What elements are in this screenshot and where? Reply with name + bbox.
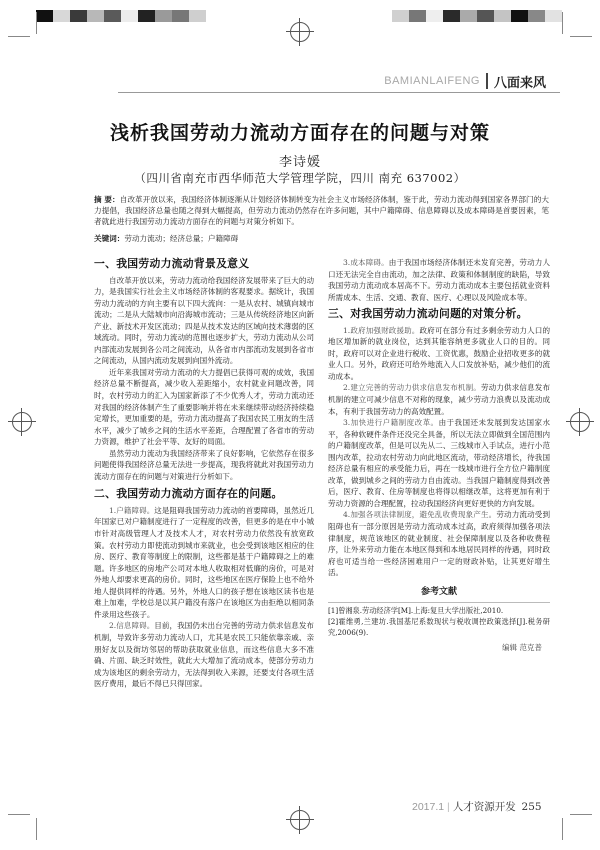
author-affiliation: （四川省南充市西华师范大学管理学院，四川 南充 637002） [134,171,466,185]
paragraph-lead: 1.户籍障碍。 [109,505,155,515]
keywords-text: 劳动力流动；经济总量；户籍障碍 [124,234,239,243]
paragraph: 自改革开放以来，劳动力流动给我国经济发展带来了巨大的动力，是我国实行社会主义市场经济体制的客观要求。据统计，我国劳动力流动的方向主要有以下四大流向：一是从农村、城镇向城市流动；二是从大陆城市向沿海城市流动；三是从传统经济地区向新产业、新技术开发区流动；四是从技术发达的区域向技术薄弱的区域流动。同时，劳动力流动的范围也逐步扩大，劳动力流动从公司内部流动发展到各公司之间流动，从各省市内部流动发展到各省市之间流动，从国内流动发展到向国外流动。 [94,275,314,366]
paragraph [328,325,550,383]
reference-item: [2]霍维勇,兰建坊.我国基尼系数现状与税收调控政策选择[J].税务研究,2006(9). [328,617,550,638]
paragraph [328,417,550,509]
paragraph [94,505,314,620]
registration-mark-top [290,22,310,42]
paragraph-text: 由于我国市场经济体制还未发育完善，劳动力人口还无法完全自由流动，加之法律、政策和体制制度的缺陷，导致我国劳动力流动成本居高不下。劳动力流动成本主要包括就业资料所需成本、生活、交通、教育、医疗、心理以及风险成本等。 [328,258,550,302]
crop-mark [570,814,592,815]
section-heading: 三、对我国劳动力流动问题的对策分析。 [328,307,528,321]
registration-mark-left [12,412,32,432]
paragraph-lead: 1.政府加强财政援助。 [343,325,420,335]
registration-mark-bottom [290,810,310,830]
section-name-english: BAMIANLAIFENG [384,75,480,87]
color-calibration-bar-right [392,10,562,22]
paragraph-lead: 2.信息障碍。 [109,621,155,631]
issue-number: 2017.1 [412,801,445,813]
paragraph [328,257,550,303]
page-footer: 2017.1 | 人才资源开发 255 [412,801,542,813]
journal-name: 人才资源开发 [452,801,516,813]
paragraph [328,382,550,417]
paragraph: 虽然劳动力流动为我国经济带来了良好影响，它依然存在很多问题使得我国经济总量无法进一步提高，现我将就此对我国劳动力流动方面存在的问题与对策进行分析如下。 [94,448,314,481]
crop-mark [562,818,563,840]
color-calibration-bar-left [36,10,206,22]
crop-mark [36,818,37,840]
paragraph-lead: 4.加强各项法律制度，避免乱收费现象产生。 [343,510,497,520]
section-name-chinese: 八面来风 [494,76,547,91]
paragraph-text: 政府可在部分有过多剩余劳动力人口的地区增加新的就业岗位，达到其能容纳更多就业人口的目的。同时，政府可以对企业进行税收、工资优惠，鼓励企业招收更多的就业人口。另外，政府还可给外地流入人口发放补贴，减少他们的流动成本。 [328,325,550,381]
crop-mark [562,12,563,34]
body-column-left [94,258,314,690]
section-heading: 二、我国劳动力流动方面存在的问题。 [94,487,283,501]
paragraph-lead: 2.建立完善的劳动力供求信息发布机制。 [343,383,481,393]
crop-mark [36,12,37,34]
references-title: 参考文献 [420,586,457,597]
keywords [94,233,549,244]
article-title: 浅析我国劳动力流动方面存在的问题与对策 [109,122,490,144]
keywords-label: 关键词： [94,234,125,243]
article-author: 李诗媛 [278,155,321,170]
abstract-text: 自改革开放以来，我国经济体制逐渐从计划经济体制转变为社会主义市场经济体制，鉴于此，劳动力流动得到国家各界部门的大力提倡，我国经济总量也随之得到大幅提高，但劳动力流动仍然存在许多问题，其中户籍障碍、信息障碍以及成本障碍是首要因素，笔者就此进行我国劳动力流动方面存在的问题与对策分析如下。 [94,195,549,226]
references-rule [328,602,550,603]
abstract [94,194,549,227]
editor-credit: 编辑 范克普 [502,643,542,653]
paragraph: 近年来我国对劳动力流动的大力提倡已获得可观的成效，我国经济总量不断提高，减少收入差距缩小，农村就业问题改善，同时，农村劳动力的汇入为国家新添了不少优秀人才，劳动力流动还对我国的经济体制产生了重要影响并将在未来继续带动经济持续稳定增长，更加重要的是，劳动力流动提高了我国农民工朋友的生活水平，减少了城乡之间的生活水平差距，合理配置了各省市的劳动力资源，维护了社会平等、友好的局面。 [94,367,314,447]
header-rule [118,92,560,93]
paragraph-text: 这是阻碍我国劳动力流动的首要障碍，虽然近几年国家已对户籍制度进行了一定程度的改善，但更多的是在中小城市针对高级管理人才及技术人才，对农村劳动力依然没有放宽政策。农村劳动力即使流动到城市来就业，也会受到该地区相应的住房、医疗、教育等制度上的限制，这些都是基于户籍障碍之上的难题。许多地区的房地产公司对本地人收取相对低廉的房价，可是对外地人却要求更高的房价。同时，这些地区在医疗保险上也不给外地人提供同样的待遇。另外，外地人口的孩子想在该地区读书也是难上加难，学校总是以其户籍没有落户在该地区为由拒绝以相同条件录用这些孩子。 [94,505,314,619]
paragraph [94,620,314,689]
reference-item: [1]曾湘泉.劳动经济学[M].上海:复旦大学出版社,2010. [328,606,504,616]
paragraph-text: 目前，我国仍未出台完善的劳动力供求信息发布机制，导致许多劳动力流动人口，尤其是农民工只能依靠亲戚、亲朋好友以及街坊邻居的帮助获取就业信息，而这些信息大多不准确、片面、缺乏时效性，就此大大增加了流动成本，使部分劳动力成为该地区的剩余劳动力，无法得到收入来源，还要支付各项生活医疗费用，最后不得已只得回家。 [94,621,314,689]
header-divider [486,73,488,89]
crop-mark [8,36,30,37]
paragraph-text: 劳动力供求信息发布机制的建立可减少信息不对称的现象，减少劳动力浪费以及流动成本，有利于我国劳动力的高效配置。 [328,383,550,416]
registration-mark-right [570,412,590,432]
crop-mark [8,814,30,815]
paragraph-text: 由于我国还未发展到发达国家水平，各种软硬件条件还没完全具备，所以无法立即做到全国范围内的户籍制度改革，但是可以先从二、三线城市入手试点，进行小范围内改革，拉动农村劳动力向此地区流动，带动经济增长，待我国经济总量有相应的承受能力后，再在一线城市进行全方位户籍制度改革，做到城乡之间的劳动力自由流动。当我国户籍制度得到改善后，医疗、教育、住房等制度也将得以相继改革，这将更加有利于劳动力资源的合理配置，拉动我国经济向更好更快的方向发展。 [328,418,550,508]
abstract-label: 摘 要： [94,195,120,204]
paragraph-lead: 3.成本障碍。 [343,258,389,267]
section-heading: 一、我国劳动力流动背景及意义 [94,257,250,270]
paragraph-lead: 3.加快进行户籍制度改革。 [343,418,439,428]
body-column-right [328,257,550,654]
paragraph [328,509,550,578]
crop-mark [570,36,592,37]
paragraph-text: 劳动力流动受到阻碍也有一部分原因是劳动力流动成本过高，政府须得加强各项法律制度，规范该地区的就业制度、社会保障制度以及各种收费程序，让外来劳动力能在本地区得到和本地居民同样的待遇，同时政府也可适当给一些经济困难用户一定的财政补贴，让其更好增生活。 [328,510,550,578]
page-number: 255 [521,801,542,813]
